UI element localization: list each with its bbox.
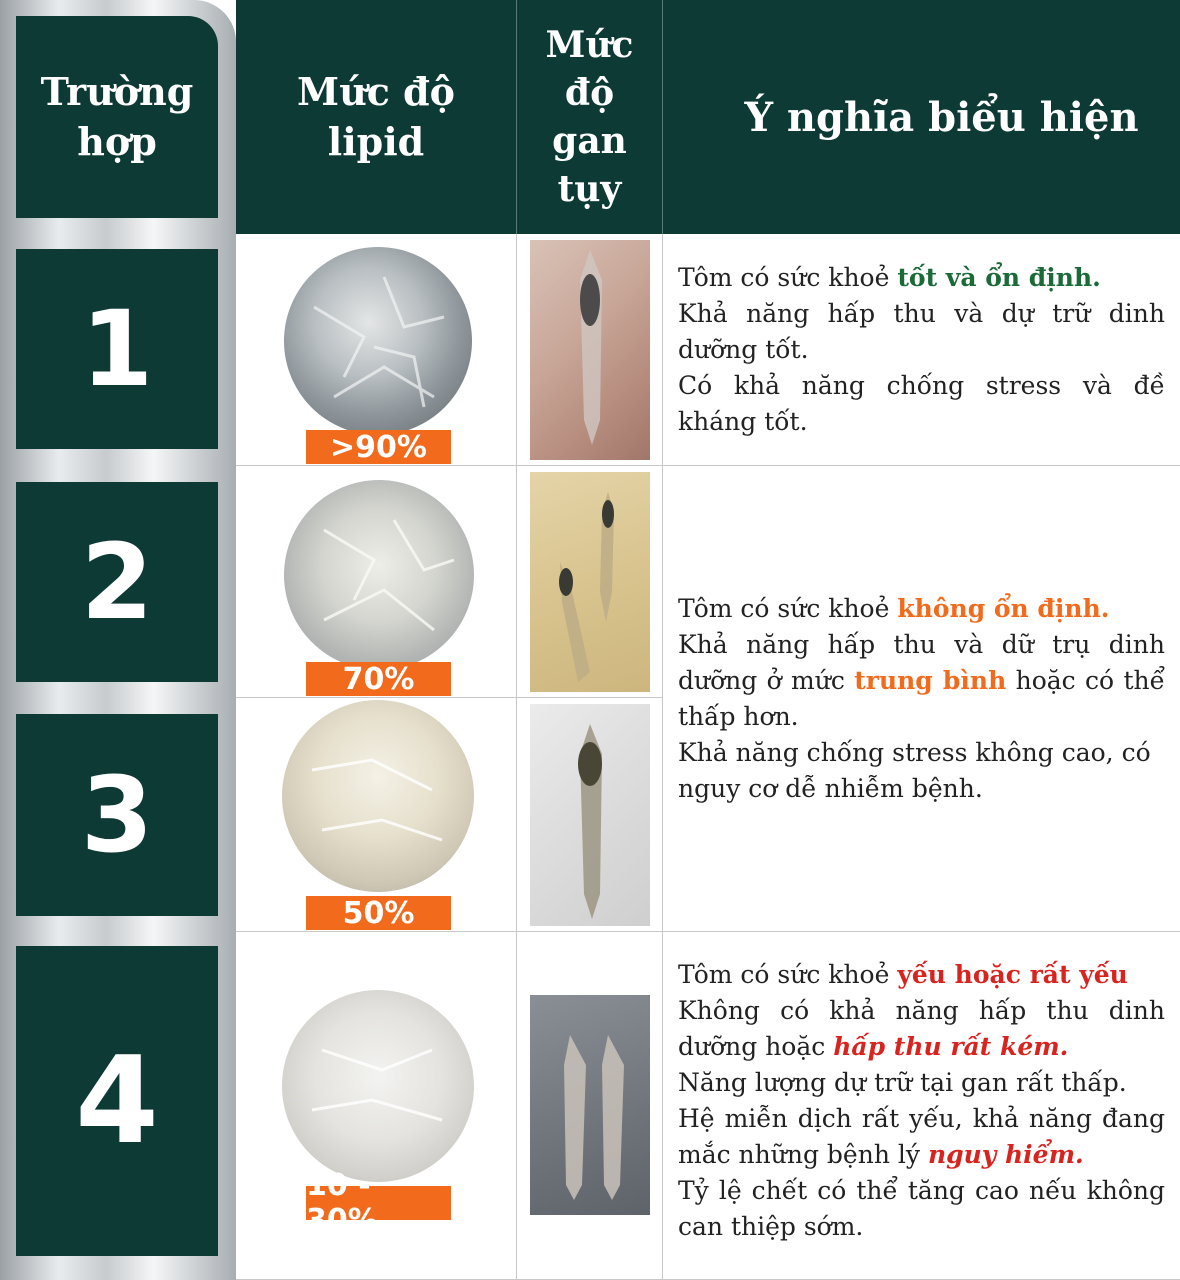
desc4-line4 (678, 1101, 1165, 1173)
desc2-text-a: Tôm có sức khoẻ (678, 594, 898, 623)
case-number-3-text: 3 (80, 754, 154, 876)
lipid-sample-image-4 (282, 990, 474, 1182)
desc1-line1 (678, 260, 1165, 296)
description-case-2-3 (678, 591, 1165, 807)
desc4-line5: Tỷ lệ chết có thể tăng cao nếu không can thiệp sớm. (678, 1176, 1165, 1241)
desc2-line1 (678, 591, 1165, 627)
header-hepatopancreas-label: Mức độ gan tụy (545, 24, 634, 210)
lipid-percent-badge-2 (306, 662, 451, 696)
case-number-2 (16, 482, 218, 682)
desc4-line3: Năng lượng dự trữ tại gan rất thấp. (678, 1068, 1127, 1097)
case-number-4 (16, 946, 218, 1256)
header-case (16, 16, 218, 218)
lipid-percent-badge-3 (306, 896, 451, 930)
lipid-sample-image-3 (282, 700, 474, 892)
desc4-highlight-3: nguy hiểm. (927, 1140, 1084, 1169)
lipid-percent-4: 10 - 30% (306, 1168, 378, 1238)
desc1-line2: Khả năng hấp thu và dự trữ dinh dưỡng tốt. (678, 299, 1165, 364)
lipid-sample-image-1 (284, 247, 472, 435)
description-case-1 (678, 260, 1165, 440)
case-number-2-text: 2 (80, 521, 154, 643)
header-lipid-label: Mức độ lipid (297, 69, 455, 164)
desc1-highlight: tốt và ổn định. (897, 263, 1101, 292)
lipid-percent-1: >90% (330, 429, 427, 465)
shrimp-photo-1 (530, 240, 650, 460)
case-number-1 (16, 249, 218, 449)
desc4-highlight-2: hấp thu rất kém. (833, 1032, 1069, 1061)
shrimp-photo-4 (530, 995, 650, 1215)
desc2-text-b: Khả năng hấp thu và dữ trụ dinh dưỡng ở mức (678, 630, 1165, 695)
header-hepatopancreas (517, 0, 662, 234)
desc1-text-a: Tôm có sức khoẻ (678, 263, 898, 292)
desc4-highlight: yếu hoặc rất yếu (897, 960, 1128, 989)
desc4-text-c: Hệ miễn dịch rất yếu, khả năng đang mắc những bệnh lý (678, 1104, 1165, 1169)
desc1-line3: Có khả năng chống stress và đề kháng tốt. (678, 371, 1165, 436)
lipid-percent-2: 70% (342, 661, 415, 697)
header-meaning-label: Ý nghĩa biểu hiện (744, 93, 1139, 141)
desc4-text-a: Tôm có sức khoẻ (678, 960, 898, 989)
shrimp-photo-3 (530, 704, 650, 926)
header-lipid (236, 0, 516, 234)
desc2-line3: Khả năng chống stress không cao, có nguy cơ dễ nhiễm bệnh. (678, 738, 1151, 803)
description-case-4 (678, 957, 1165, 1245)
case-number-4-text: 4 (75, 1031, 159, 1171)
desc4-line2 (678, 993, 1165, 1065)
lipid-sample-image-2 (284, 480, 474, 670)
lipid-percent-badge-1 (306, 430, 451, 464)
shrimp-photo-2 (530, 472, 650, 692)
desc2-highlight-2: trung bình (854, 666, 1007, 695)
case-number-1-text: 1 (80, 288, 154, 410)
desc2-line2 (678, 627, 1165, 735)
lipid-percent-3: 50% (342, 895, 415, 931)
desc2-highlight: không ổn định. (897, 594, 1110, 623)
lipid-percent-badge-4 (306, 1168, 451, 1238)
desc4-line1 (678, 957, 1165, 993)
header-case-label: Trường hợp (40, 69, 194, 164)
case-number-3 (16, 714, 218, 916)
header-meaning (663, 0, 1180, 234)
desc4-text-b: Không có khả năng hấp thu dinh dưỡng hoặc (678, 996, 1165, 1061)
desc2-text-c: hoặc có thể thấp hơn. (678, 666, 1165, 731)
